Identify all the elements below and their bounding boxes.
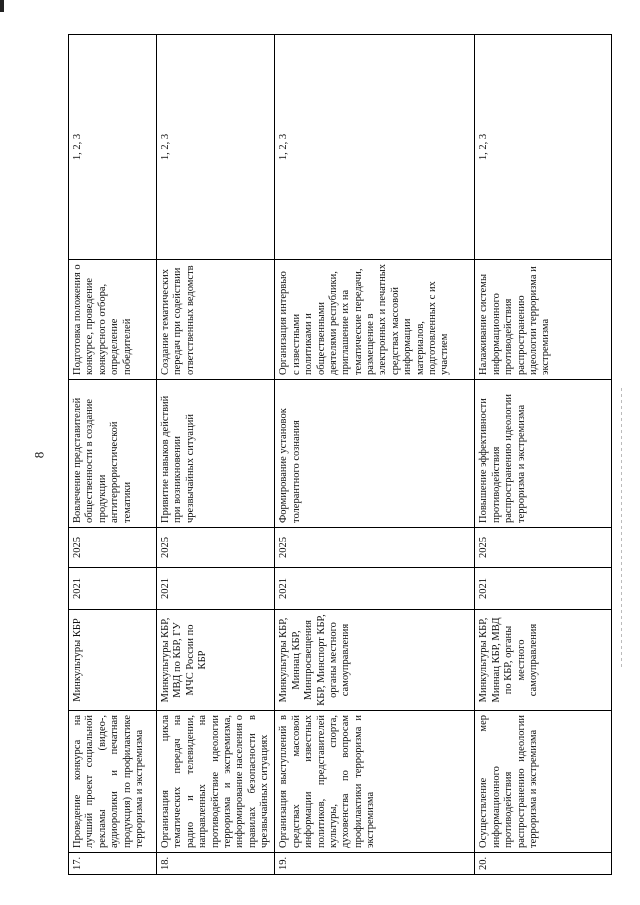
end-year: 2025 xyxy=(69,528,157,568)
end-year: 2025 xyxy=(475,528,612,568)
scan-edge-mark xyxy=(0,0,4,12)
measure-description: Организация цикла тематических передач на радио и телевидении, направленных на противодействие идеологии терроризма и экстремизма, информирование населения о правилах безопасности в чрезвычайных ситуациях xyxy=(157,711,275,853)
row-number: 17. xyxy=(69,853,157,875)
expected-result: Подготовка положения о конкурсе, проведение конкурсного отбора, определение победителей xyxy=(69,260,157,380)
measures-table xyxy=(68,34,612,875)
measure-description: Осуществление мер информационного противодействия распространению идеологии терроризма и экстремизма xyxy=(475,711,612,853)
executors: Минкультуры КБР xyxy=(69,610,157,711)
start-year: 2021 xyxy=(69,568,157,610)
start-year: 2021 xyxy=(157,568,275,610)
table-rotation-frame xyxy=(68,35,583,875)
table-row xyxy=(69,35,157,875)
expected-result: Налаживание системы информационного противодействия распространению идеологии терроризма и экстремизма xyxy=(475,260,612,380)
page-number: 8 xyxy=(31,451,47,459)
table-row xyxy=(475,35,612,875)
expected-goal: Формирование установок толерантного сознания xyxy=(275,380,475,528)
executors: Минкультуры КБР, Миннац КБР, Минпросвещения КБР, Минспорт КБР, органы местного самоуправления xyxy=(275,610,475,711)
rotated-table-container xyxy=(68,35,640,870)
row-number: 19. xyxy=(275,853,475,875)
expected-goal: Привитие навыков действий при возникновении чрезвычайных ситуаций xyxy=(157,380,275,528)
row-number: 20. xyxy=(475,853,612,875)
start-year: 2021 xyxy=(475,568,612,610)
expected-goal: Вовлечение представителей общественности в создание продукции антитеррористической тематики xyxy=(69,380,157,528)
start-year: 2021 xyxy=(275,568,475,610)
measure-description: Организация выступлений в средствах массовой информации известных политиков, представителей культуры, спорта, духовенства по вопросам профилактики терроризма и экстремизма xyxy=(275,711,475,853)
end-year: 2025 xyxy=(157,528,275,568)
expected-result: Создание тематических передач при содействии ответственных ведомств xyxy=(157,260,275,380)
indicators: 1, 2, 3 xyxy=(157,35,275,260)
row-number: 18. xyxy=(157,853,275,875)
executors: Минкультуры КБР, МВД по КБР, ГУ МЧС России по КБР xyxy=(157,610,275,711)
expected-result: Организация интервью с известными политиками и общественными деятелями республики, приглашение их на тематические передачи, размещение в электронных и печатных средствах массовой информации материалов, подготовленных с их участием xyxy=(275,260,475,380)
measure-description: Проведение конкурса на лучший проект социальной рекламы (видео-, аудиоролики и печатная продукция) по профилактике терроризма и экстремизма xyxy=(69,711,157,853)
expected-goal: Повышение эффективности противодействия распространению идеологии терроризма и экстремизма xyxy=(475,380,612,528)
indicators: 1, 2, 3 xyxy=(275,35,475,260)
indicators: 1, 2, 3 xyxy=(475,35,612,260)
executors: Минкультуры КБР, Миннац КБР, МВД по КБР, органы местного самоуправления xyxy=(475,610,612,711)
table-row xyxy=(157,35,275,875)
indicators: 1, 2, 3 xyxy=(69,35,157,260)
end-year: 2025 xyxy=(275,528,475,568)
table-row xyxy=(275,35,475,875)
